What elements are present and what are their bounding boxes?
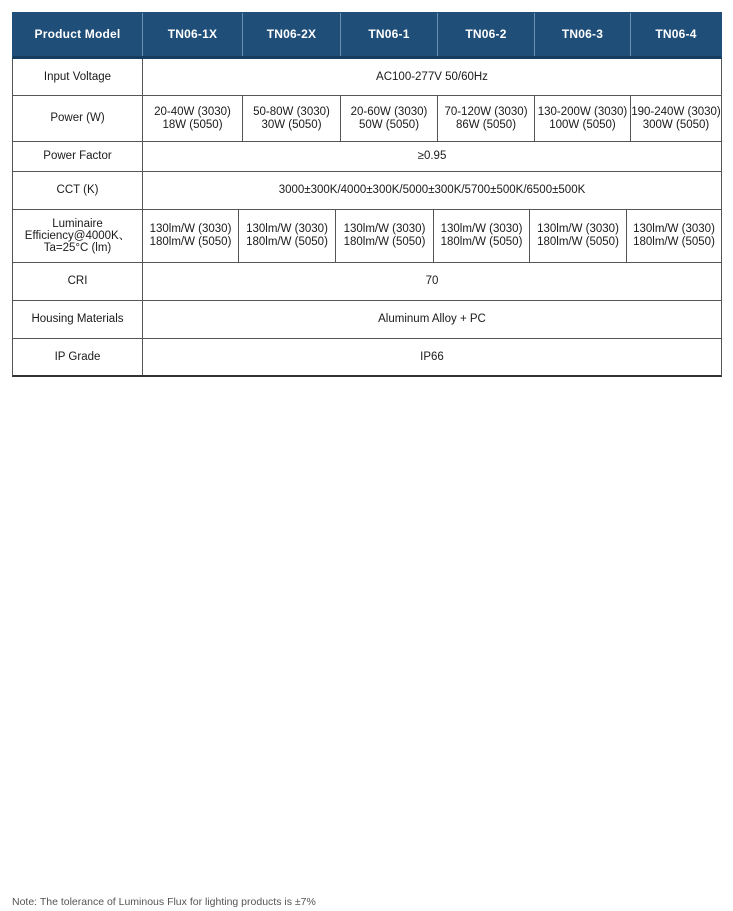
power-line-1: 130-200W (3030) (537, 105, 628, 118)
label-efficiency (13, 210, 143, 262)
power-line-2: 100W (5050) (549, 118, 616, 131)
header-model-3: TN06-1 (341, 13, 438, 56)
power-line-2: 50W (5050) (358, 118, 420, 131)
row-efficiency (12, 210, 722, 263)
power-line-2: 18W (5050) (162, 118, 223, 131)
efficiency-line-1: 130lm/W (3030) (440, 223, 523, 235)
power-cell (631, 96, 721, 141)
power-cell (143, 96, 243, 141)
efficiency-cell (143, 210, 239, 262)
efficiency-cell (627, 210, 721, 262)
efficiency-line-2: 180lm/W (5050) (633, 236, 715, 248)
value-cri: 70 (425, 275, 439, 287)
footnote: Note: The tolerance of Luminous Flux for lighting products is ±7% (12, 896, 316, 908)
power-line-1: 20-40W (3030) (154, 105, 231, 118)
power-line-2: 300W (5050) (642, 118, 710, 131)
label-power-factor: Power Factor (13, 142, 143, 171)
power-line-1: 70-120W (3030) (444, 105, 528, 118)
power-line-1: 50-80W (3030) (253, 105, 330, 118)
efficiency-label-line-3: Ta=25°C (lm) (43, 242, 112, 254)
row-housing (12, 301, 722, 339)
efficiency-cell (530, 210, 627, 262)
header-row (12, 12, 722, 59)
efficiency-line-1: 130lm/W (3030) (537, 223, 619, 235)
efficiency-label-line-1: Luminaire (52, 218, 103, 230)
header-model-6: TN06-4 (655, 27, 697, 41)
label-cri: CRI (13, 263, 143, 300)
efficiency-label-line-2: Efficiency@4000K、 (24, 230, 131, 242)
header-model-5: TN06-3 (535, 13, 631, 56)
row-cri (12, 263, 722, 301)
efficiency-line-2: 180lm/W (5050) (537, 236, 619, 248)
value-cct: 3000±300K/4000±300K/5000±300K/5700±500K/6500±500K (278, 184, 586, 196)
label-housing: Housing Materials (13, 301, 143, 338)
label-power: Power (W) (13, 96, 143, 141)
label-ip-grade: IP Grade (13, 339, 143, 375)
header-model-2: TN06-2X (243, 13, 341, 56)
row-power-factor (12, 142, 722, 172)
power-line-2: 30W (5050) (261, 118, 322, 131)
power-line-2: 86W (5050) (455, 118, 517, 131)
power-cell (341, 96, 438, 141)
efficiency-cell (336, 210, 434, 262)
value-input-voltage: AC100-277V 50/60Hz (376, 70, 488, 83)
row-input-voltage (12, 59, 722, 96)
label-cct: CCT (K) (13, 172, 143, 209)
efficiency-line-1: 130lm/W (3030) (343, 223, 426, 235)
efficiency-line-1: 130lm/W (3030) (149, 223, 232, 235)
efficiency-line-1: 130lm/W (3030) (633, 223, 715, 235)
efficiency-cell (239, 210, 336, 262)
power-line-1: 190-240W (3030) (631, 105, 721, 118)
value-housing: Aluminum Alloy + PC (378, 313, 486, 325)
row-cct (12, 172, 722, 210)
power-cell (243, 96, 341, 141)
efficiency-line-2: 180lm/W (5050) (440, 236, 523, 248)
efficiency-line-2: 180lm/W (5050) (343, 236, 426, 248)
efficiency-line-2: 180lm/W (5050) (149, 236, 232, 248)
efficiency-cell (434, 210, 530, 262)
power-cell (535, 96, 631, 141)
power-cell (438, 96, 535, 141)
row-power (12, 96, 722, 142)
efficiency-line-2: 180lm/W (5050) (246, 236, 328, 248)
row-ip-grade (12, 339, 722, 377)
value-ip-grade: IP66 (420, 350, 444, 363)
efficiency-line-1: 130lm/W (3030) (246, 223, 328, 235)
value-power-factor: ≥0.95 (417, 150, 447, 162)
power-line-1: 20-60W (3030) (350, 105, 428, 118)
header-product-model: Product Model (13, 13, 143, 56)
header-model-4: TN06-2 (438, 13, 535, 56)
spec-table (12, 12, 722, 377)
header-model-1: TN06-1X (143, 13, 243, 56)
label-input-voltage: Input Voltage (13, 59, 143, 95)
